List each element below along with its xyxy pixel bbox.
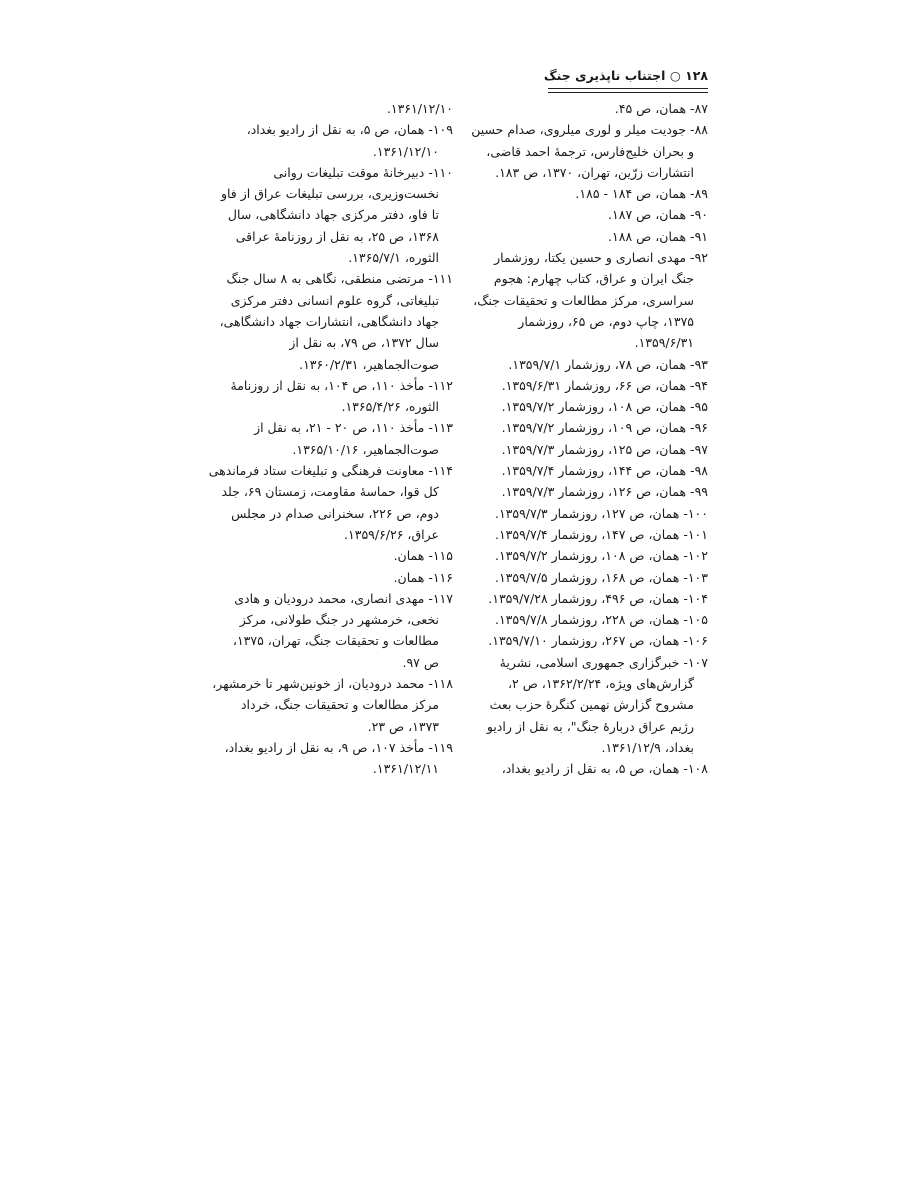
endnote-line: نخعی، خرمشهر در جنگ طولانی، مرکز: [239, 612, 439, 628]
endnote-line: صوت‌الجماهیر، ۱۳۶۰/۲/۳۱.: [299, 356, 439, 372]
endnote-line: ۱۳۶۱/۱۲/۱۰.: [372, 143, 439, 159]
endnote-line: ۹۸- همان، ص ۱۴۴، روزشمار ۱۳۵۹/۷/۴.: [501, 463, 708, 479]
header-separator-circle: ○: [669, 68, 681, 83]
endnote: [225, 737, 453, 780]
endnote-line: رژیم عراق دربارهٔ جنگ"، به نقل از رادیو: [486, 718, 694, 734]
endnote-line: تا فاو، دفتر مرکزی جهاد دانشگاهی، سال: [227, 207, 439, 223]
endnote-line: ۱۱۵- همان.: [393, 548, 453, 564]
endnote-line: ۱۳۷۵، چاپ دوم، ص ۶۵، روزشمار: [518, 313, 694, 329]
endnote-line: ۱۱۴- معاونت فرهنگی و تبلیغات ستاد فرماندهی: [208, 463, 453, 479]
endnote-line: ۸۹- همان، ص ۱۸۴ - ۱۸۵.: [575, 186, 708, 202]
endnote-line: جنگ ایران و عراق، کتاب چهارم: هجوم: [493, 271, 694, 287]
endnote-line: ۹۳- همان، ص ۷۸، روزشمار ۱۳۵۹/۷/۱.: [508, 356, 708, 372]
endnote: [225, 417, 453, 460]
endnote-line: عراق، ۱۳۵۹/۶/۲۶.: [344, 526, 439, 542]
endnote-line: ۱۱۸- محمد درودیان، از خونین‌شهر تا خرمشهر،: [212, 676, 453, 692]
running-header: [543, 68, 708, 83]
endnote-line: ۹۵- همان، ص ۱۰۸، روزشمار ۱۳۵۹/۷/۲.: [501, 399, 708, 415]
endnote-line: تبلیغاتی، گروه علوم انسانی دفتر مرکزی: [230, 292, 439, 308]
endnote-line: سال ۱۳۷۲، ص ۷۹، به نقل از: [289, 335, 439, 351]
endnote-line: ۱۱۶- همان.: [393, 569, 453, 585]
endnote-line: ۱۱۳- مأخذ ۱۱۰، ص ۲۰ - ۲۱، به نقل از: [254, 420, 453, 436]
endnote-line: ۱۰۵- همان، ص ۲۲۸، روزشمار ۱۳۵۹/۷/۸.: [494, 612, 708, 628]
endnote-line: ۱۰۴- همان، ص ۴۹۶، روزشمار ۱۳۵۹/۷/۲۸.: [488, 590, 708, 606]
endnote: [478, 609, 708, 630]
endnote-line: ۸۸- جودیت میلر و لوری میلروی، صدام حسین: [471, 122, 708, 138]
endnote-line: ۱۰۱- همان، ص ۱۴۷، روزشمار ۱۳۵۹/۷/۴.: [494, 526, 708, 542]
endnote-line: مرکز مطالعات و تحقیقات جنگ، خرداد: [240, 697, 439, 713]
endnote: [225, 119, 453, 162]
notes-column-left: [208, 98, 453, 780]
endnote: [478, 652, 708, 758]
endnote-line: ۱۱۲- مأخذ ۱۱۰، ص ۱۰۴، به نقل از روزنامهٔ: [230, 377, 453, 393]
header-double-rule: [548, 88, 708, 93]
endnote: [471, 119, 708, 183]
endnote: [478, 524, 708, 545]
endnote-line: بغداد، ۱۳۶۱/۱۲/۹.: [601, 739, 694, 755]
endnote: [473, 247, 708, 353]
endnote: [219, 268, 453, 374]
endnote: [478, 481, 708, 502]
endnote-line: ۱۰۶- همان، ص ۲۶۷، روزشمار ۱۳۵۹/۷/۱۰.: [488, 633, 708, 649]
endnote-line: ۸۷- همان، ص ۴۵.: [614, 101, 708, 116]
endnote-line: ۱۳۶۸، ص ۲۵، به نقل از روزنامهٔ عراقی: [235, 228, 439, 244]
endnote: [478, 567, 708, 588]
endnote: [212, 673, 453, 737]
endnote: [220, 162, 453, 268]
endnote-line: ۱۰۹- همان، ص ۵، به نقل از رادیو بغداد،: [246, 122, 453, 138]
endnote-line: ۱۳۶۱/۱۲/۱۱.: [372, 761, 439, 777]
endnote: [478, 588, 708, 609]
endnote-line: ۹۱- همان، ص ۱۸۸.: [608, 228, 708, 244]
endnote: [225, 545, 453, 566]
endnote-line: ۱۰۷- خبرگزاری جمهوری اسلامی، نشریهٔ: [499, 654, 708, 670]
endnote: [478, 226, 708, 247]
endnote-line: انتشارات زرّین، تهران، ۱۳۷۰، ص ۱۸۳.: [495, 164, 694, 180]
endnote-line: ۱۱۷- مهدی انصاری، محمد درودیان و هادی: [234, 590, 453, 606]
endnote-line: جهاد دانشگاهی، انتشارات جهاد دانشگاهی،: [219, 313, 439, 329]
endnote: [478, 503, 708, 524]
endnote-line: ۱۱۹- مأخذ ۱۰۷، ص ۹، به نقل از رادیو بغداد،: [224, 739, 453, 755]
endnote-line: ۱۳۶۱/۱۲/۱۰.: [386, 101, 453, 116]
endnote-line: ۱۱۱- مرتضی منطقی، نگاهی به ۸ سال جنگ: [226, 271, 453, 287]
endnote-line: سراسری، مرکز مطالعات و تحقیقات جنگ،: [473, 292, 694, 308]
endnote-line: ۹۹- همان، ص ۱۲۶، روزشمار ۱۳۵۹/۷/۳.: [501, 484, 708, 500]
endnote-line: ۹۶- همان، ص ۱۰۹، روزشمار ۱۳۵۹/۷/۲.: [501, 420, 708, 436]
endnote-line: الثوره، ۱۳۶۵/۷/۱.: [348, 250, 439, 266]
endnote-line: کل قوا، حماسهٔ مقاومت، زمستان ۶۹، جلد: [221, 484, 439, 500]
endnote-line: ۱۳۷۳، ص ۲۳.: [367, 718, 439, 734]
endnote-line: ۱۰۸- همان، ص ۵، به نقل از رادیو بغداد،: [501, 761, 708, 777]
endnote: [478, 354, 708, 375]
endnote-line: ۹۷- همان، ص ۱۲۵، روزشمار ۱۳۵۹/۷/۳.: [501, 441, 708, 457]
endnote: [478, 204, 708, 225]
endnote: [208, 460, 453, 545]
endnote: [225, 567, 453, 588]
endnote: [478, 417, 708, 438]
endnote-line: ص ۹۷.: [402, 654, 439, 670]
endnote-line: و بحران خلیج‌فارس، ترجمهٔ احمد قاضی،: [486, 143, 694, 159]
endnote: [478, 98, 708, 119]
endnote-line: ۱۰۳- همان، ص ۱۶۸، روزشمار ۱۳۵۹/۷/۵.: [494, 569, 708, 585]
endnote-line: دوم، ص ۲۲۶، سخنرانی صدام در مجلس: [231, 505, 439, 521]
endnote-line: صوت‌الجماهیر، ۱۳۶۵/۱۰/۱۶.: [292, 441, 439, 457]
endnote: [478, 545, 708, 566]
endnote: [225, 375, 453, 418]
endnote-line: ۹۲- مهدی انصاری و حسین یکتا، روزشمار: [494, 250, 708, 266]
endnote-line: گزارش‌های ویژه، ۱۳۶۲/۲/۲۴، ص ۲،: [507, 676, 694, 692]
endnote: [478, 439, 708, 460]
endnote-line: مشروح گزارش نهمین کنگرهٔ حزب بعث: [489, 697, 694, 713]
book-title: اجتناب ناپذیری جنگ: [543, 68, 666, 83]
page-number: ۱۲۸: [685, 68, 708, 83]
endnote: [478, 375, 708, 396]
endnote-line: ۱۱۰- دبیرخانهٔ موقت تبلیغات روانی: [273, 164, 453, 180]
endnote-line: ۹۰- همان، ص ۱۸۷.: [608, 207, 708, 223]
endnote: [478, 183, 708, 204]
endnote-line: نخست‌وزیری، بررسی تبلیغات عراق از فاو: [220, 186, 439, 202]
endnote-line: مطالعات و تحقیقات جنگ، تهران، ۱۳۷۵،: [232, 633, 439, 649]
endnote: [478, 758, 708, 779]
endnote-line: ۱۰۰- همان، ص ۱۲۷، روزشمار ۱۳۵۹/۷/۳.: [494, 505, 708, 521]
endnote: [478, 460, 708, 481]
endnote: [225, 588, 453, 673]
endnote-line: الثوره، ۱۳۶۵/۴/۲۶.: [341, 399, 439, 415]
endnote: [225, 98, 453, 119]
endnote: [478, 630, 708, 651]
endnote: [478, 396, 708, 417]
endnote-line: ۹۴- همان، ص ۶۶، روزشمار ۱۳۵۹/۶/۳۱.: [501, 377, 708, 393]
endnote-line: ۱۰۲- همان، ص ۱۰۸، روزشمار ۱۳۵۹/۷/۲.: [494, 548, 708, 564]
endnote-line: ۱۳۵۹/۶/۳۱.: [634, 335, 694, 351]
notes-column-right: [471, 98, 708, 780]
